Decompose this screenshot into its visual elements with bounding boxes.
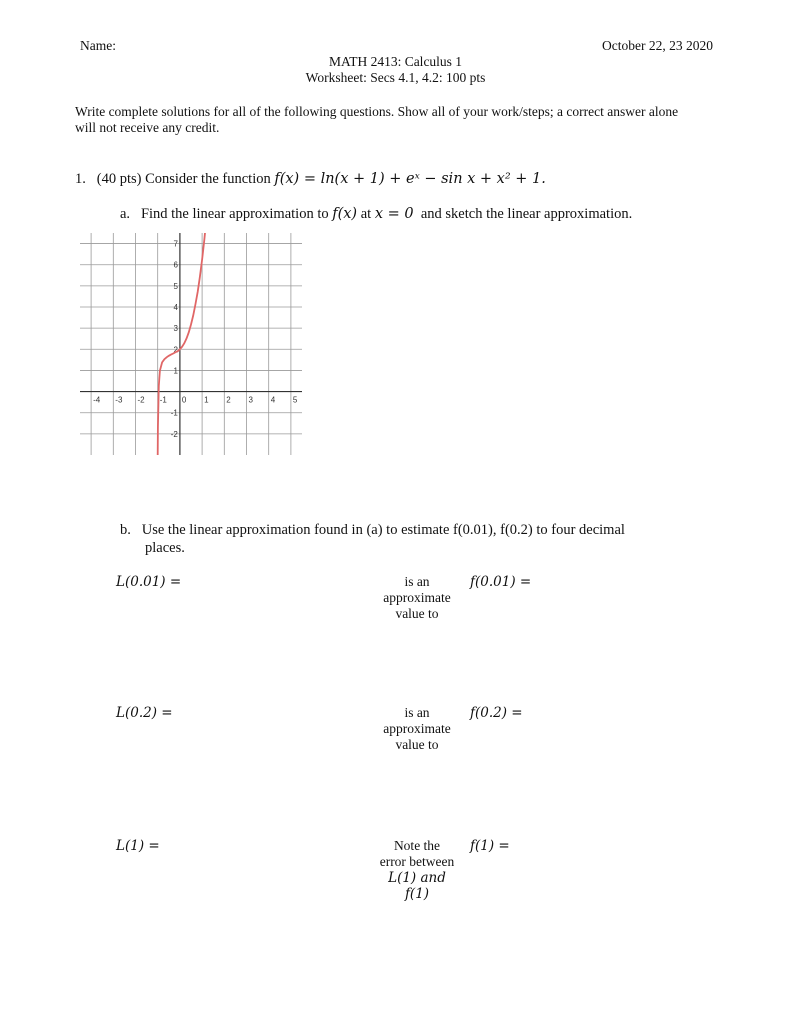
y-tick-label: 2: [173, 345, 178, 355]
y-tick-label: 4: [173, 303, 178, 312]
course-title: MATH 2413: Calculus 1: [328, 54, 463, 69]
x-tick-label: 5: [292, 395, 298, 405]
row3-middle-line-1: Note the: [393, 838, 441, 853]
part-a: [120, 206, 632, 222]
row2-middle-line-1: is an: [404, 705, 430, 720]
row1-middle-line-3: value to: [395, 606, 439, 621]
x-tick-label: -2: [137, 395, 145, 405]
name-label: Name:: [80, 38, 116, 53]
row1-middle-line-2: approximate: [383, 590, 451, 605]
part-a-point: x = 0: [374, 206, 414, 222]
question-text: (40 pts) Consider the function: [96, 171, 271, 187]
row2-middle-line-3: value to: [395, 737, 439, 752]
row2-middle: [367, 705, 467, 753]
x-tick-label: 1: [204, 395, 209, 405]
part-a-at: at: [360, 206, 372, 222]
x-tick-label: 4: [270, 395, 276, 405]
row1-middle: [367, 574, 467, 622]
part-b-label: b.: [120, 522, 131, 538]
part-a-text-before: Find the linear approximation to: [140, 206, 329, 222]
y-tick-label: -2: [170, 429, 178, 439]
y-tick-label: 7: [173, 239, 178, 249]
row3-middle-line-2: error between: [379, 854, 455, 869]
l-1-label: L(1) =: [116, 838, 160, 854]
row1-middle-line-1: is an: [404, 574, 430, 589]
part-b-line-1: [120, 522, 625, 538]
x-tick-label: -4: [93, 395, 101, 405]
part-a-text-after: and sketch the linear approximation.: [420, 206, 633, 222]
y-tick-label: 5: [173, 281, 178, 291]
question-1: [75, 171, 546, 187]
f-1-label: f(1) =: [470, 838, 510, 854]
instructions-line-2: will not receive any credit.: [75, 120, 220, 135]
row3-middle: [367, 838, 467, 902]
row2-middle-line-2: approximate: [383, 721, 451, 736]
y-tick-label: -1: [170, 408, 178, 418]
x-tick-label: -1: [159, 395, 167, 405]
l-02-label: L(0.2) =: [116, 705, 173, 721]
y-tick-label: 3: [173, 324, 178, 334]
l-001-label: L(0.01) =: [116, 574, 182, 590]
part-b-text: Use the linear approximation found in (a) to estimate f(0.01), f(0.2) to four decimal: [141, 522, 625, 538]
question-number: 1.: [75, 171, 86, 187]
instructions-line-1: Write complete solutions for all of the following questions. Show all of your work/steps; a correct answer alone: [75, 104, 679, 119]
date: October 22, 23 2020: [602, 38, 713, 53]
x-tick-label: 0: [181, 395, 187, 405]
function-expression: f(x) = ln(x + 1) + eˣ − sin x + x² + 1.: [274, 171, 546, 187]
y-tick-label: 6: [173, 260, 178, 270]
function-graph: [80, 233, 302, 455]
part-b-line-2: places.: [145, 540, 185, 556]
worksheet-title: Worksheet: Secs 4.1, 4.2: 100 pts: [305, 70, 486, 85]
part-a-fx: f(x): [332, 206, 358, 222]
function-curve: [158, 233, 211, 455]
f-02-label: f(0.2) =: [470, 705, 523, 721]
x-tick-label: 2: [226, 395, 231, 405]
part-a-label: a.: [120, 206, 131, 222]
x-tick-label: -3: [115, 395, 123, 405]
row3-middle-line-4: f(1): [404, 886, 430, 902]
f-001-label: f(0.01) =: [470, 574, 532, 590]
y-tick-label: 1: [173, 366, 178, 376]
x-tick-label: 3: [248, 395, 253, 405]
row3-middle-line-3: L(1) and: [388, 870, 446, 886]
